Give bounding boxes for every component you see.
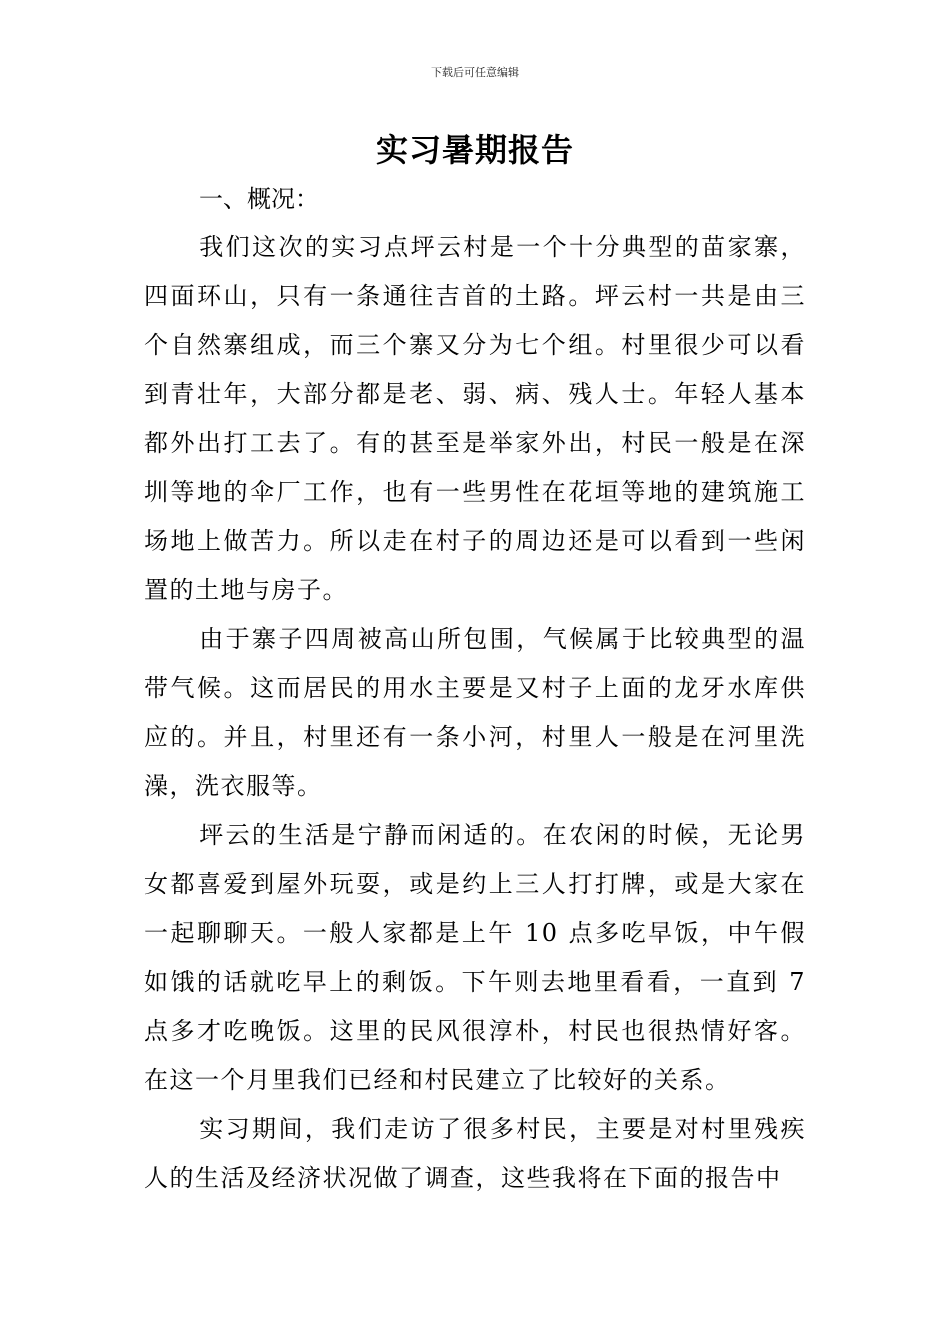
paragraph-climate: 由于寨子四周被高山所包围，气候属于比较典型的温带气候。这而居民的用水主要是又村子上面的龙牙水库供应的。并且，村里还有一条小河，村里人一般是在河里洗澡，洗衣服等。 <box>144 625 806 800</box>
document-body <box>144 223 806 1203</box>
paragraph-overview: 我们这次的实习点坪云村是一个十分典型的苗家寨，四面环山，只有一条通往吉首的土路。坪云村一共是由三个自然寨组成，而三个寨又分为七个组。村里很少可以看到青壮年，大部分都是老、弱、病、残人士。年轻人基本都外出打工去了。有的甚至是举家外出，村民一般是在深圳等地的伞厂工作，也有一些男性在花垣等地的建筑施工场地上做苦力。所以走在村子的周边还是可以看到一些闲置的土地与房子。 <box>144 233 806 604</box>
document-title: 实习暑期报告 <box>375 131 574 169</box>
header-note: 下载后可任意编辑 <box>431 66 519 79</box>
paragraph-daily-life: 坪云的生活是宁静而闲适的。在农闲的时候，无论男女都喜爱到屋外玩耍，或是约上三人打打牌，或是大家在一起聊聊天。一般人家都是上午 10 点多吃早饭，中午假如饿的话就吃早上的剩饭。下午则去地里看看，一直到 7 点多才吃晚饭。这里的民风很淳朴，村民也很热情好客。在这一个月里我们已经和村民建立了比较好的关系。 <box>144 821 806 1094</box>
section-heading: 一、概况： <box>199 185 319 213</box>
paragraph-survey: 实习期间，我们走访了很多村民，主要是对村里残疾人的生活及经济状况做了调查，这些我将在下面的报告中 <box>144 1115 806 1192</box>
